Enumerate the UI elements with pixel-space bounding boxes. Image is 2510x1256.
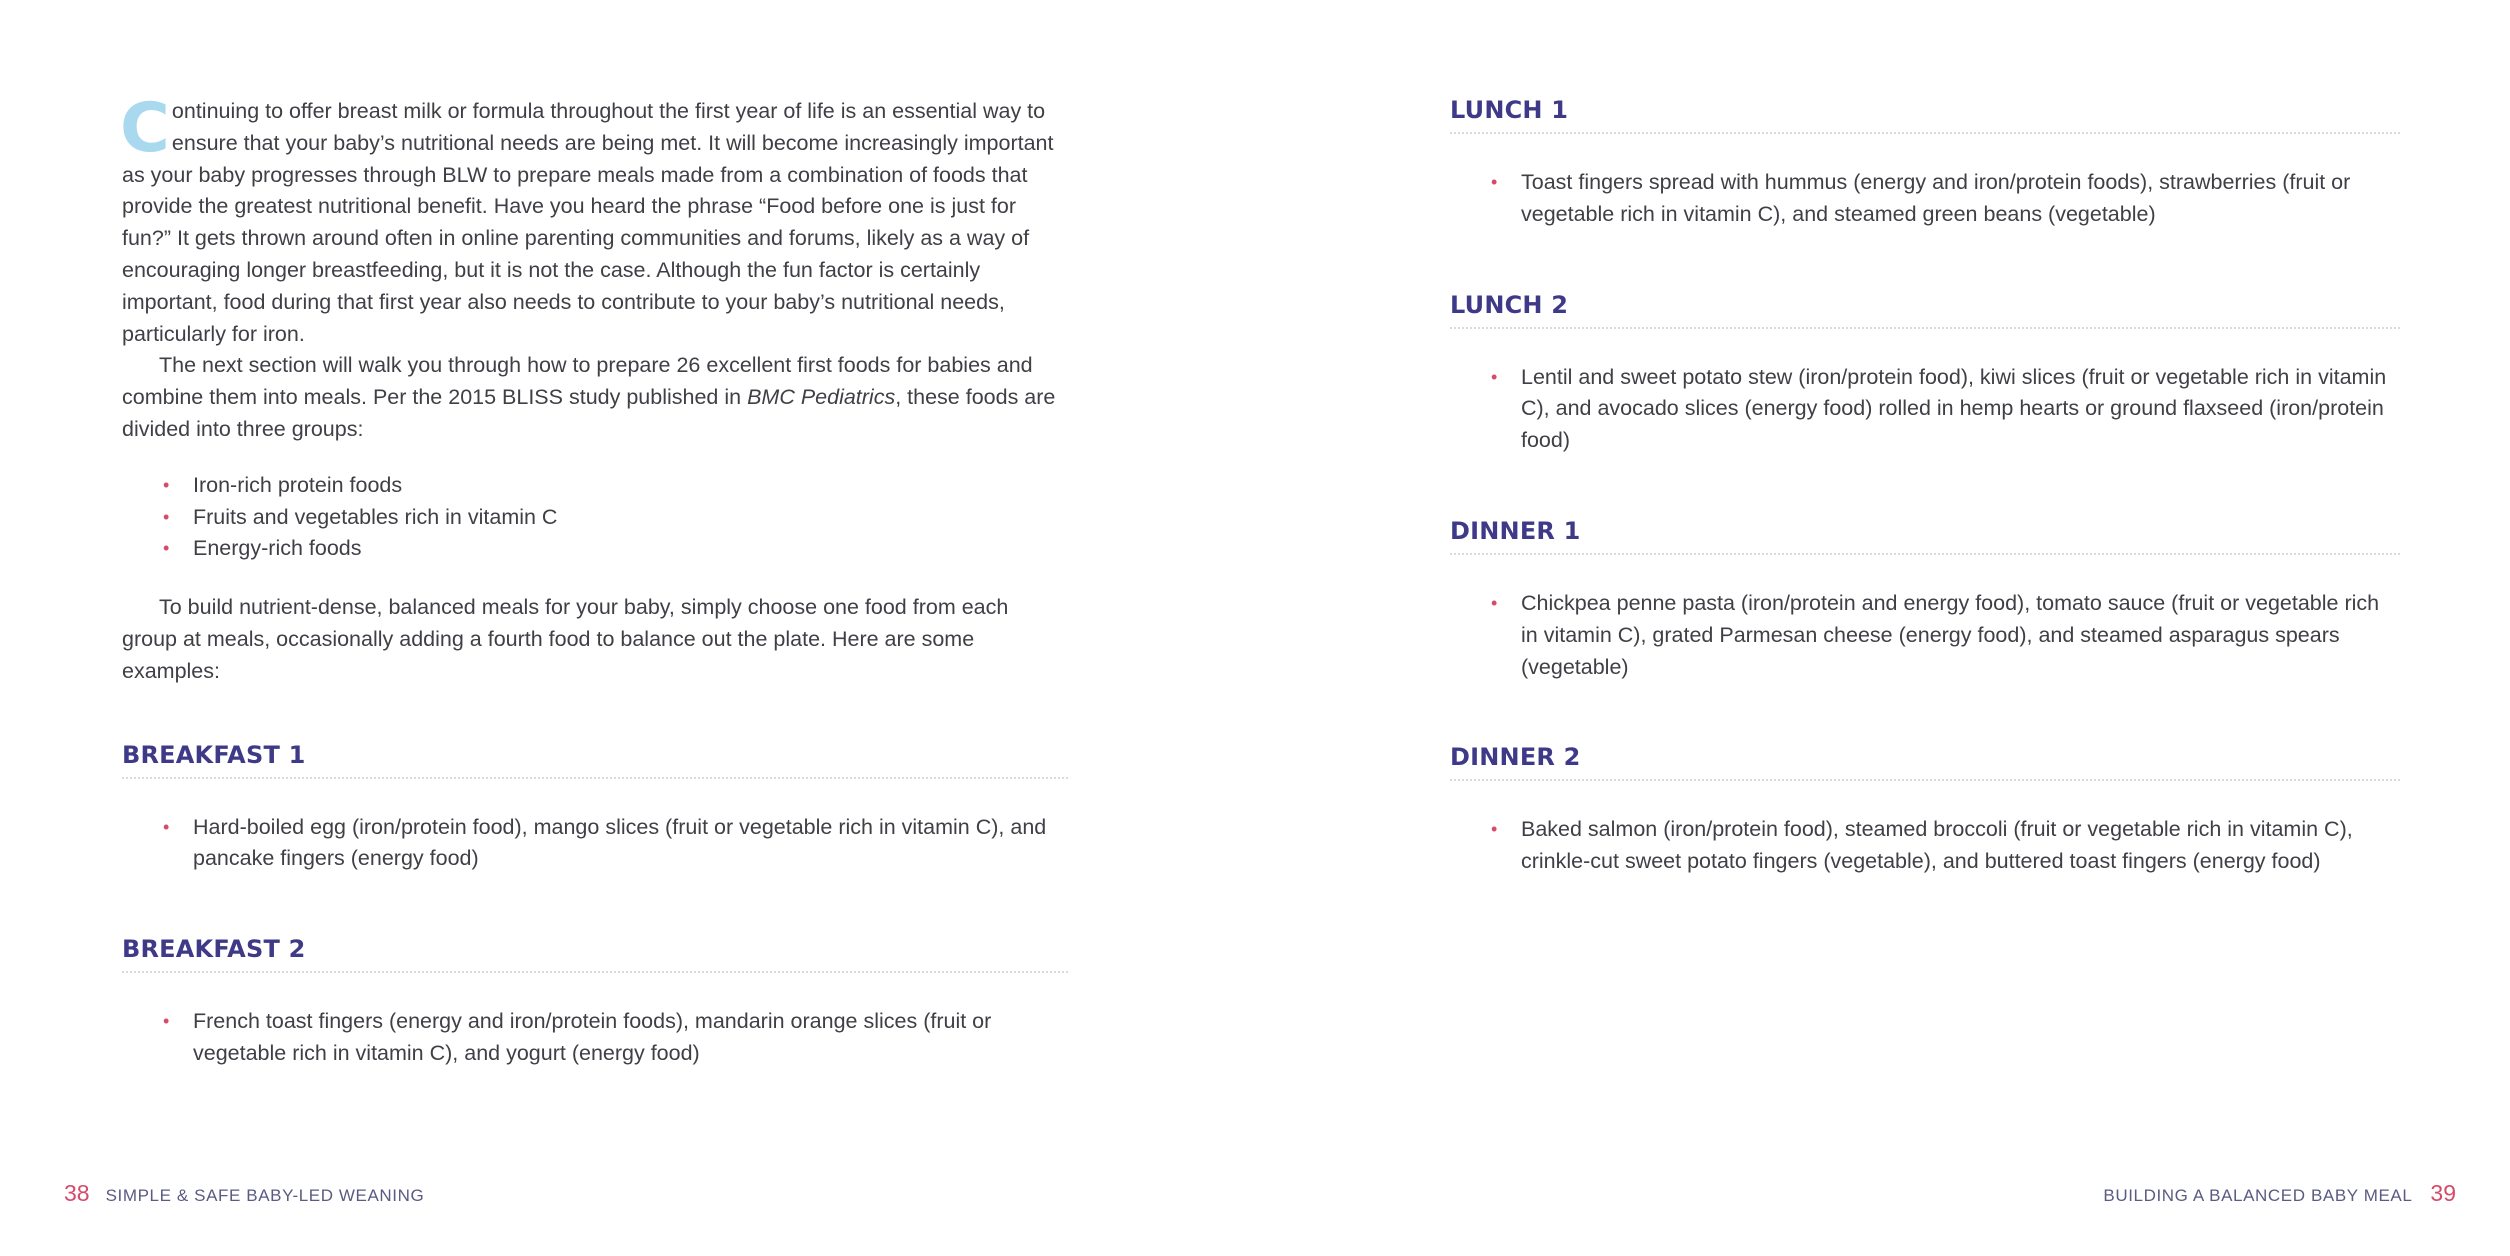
- meal-items-list: [1450, 814, 2400, 878]
- meal-item-text: Toast fingers spread with hummus (energy and iron/protein foods), strawberries (fruit or vegetable rich in vitamin C), and steamed green beans (vegetable): [1521, 170, 2351, 226]
- meal-heading: LUNCH 1: [1450, 96, 2400, 134]
- list-item: [122, 812, 1068, 876]
- meal-item-text: French toast fingers (energy and iron/protein foods), mandarin orange slices (fruit or vegetable rich in vitamin C), and yogurt (energy food): [193, 1009, 992, 1065]
- meal-item-text: Hard-boiled egg (iron/protein food), mango slices (fruit or vegetable rich in vitamin C), and pancake fingers (energy food): [193, 814, 1047, 871]
- food-group-text: Energy-rich foods: [193, 536, 362, 561]
- meal-section-lunch-2: [1450, 291, 2400, 457]
- list-item: [122, 502, 1068, 534]
- meal-section-dinner-1: [1450, 517, 2400, 683]
- meal-heading: DINNER 1: [1450, 517, 2400, 555]
- bullet-icon: •: [163, 474, 170, 495]
- intro-paragraph-2-text-before: The next section will walk you through how to prepare 26 excellent first foods for babies and combine them into meals. Per the 2015 BLISS study published in: [122, 353, 1033, 410]
- journal-title: BMC Pediatrics: [747, 385, 896, 410]
- build-meals-paragraph: To build nutrient-dense, balanced meals for your baby, simply choose one food from each group at meals, occasionally adding a fourth food to balance out the plate. Here are some examples:: [122, 595, 1009, 683]
- food-group-text: Iron-rich protein foods: [193, 472, 403, 497]
- list-item: [1450, 167, 2400, 231]
- left-page-text-column: [120, 89, 1068, 1070]
- bullet-icon: •: [163, 506, 170, 527]
- list-item: [122, 533, 1068, 565]
- meal-item-text: Chickpea penne pasta (iron/protein and energy food), tomato sauce (fruit or vegetable rich in vitamin C), grated Parmesan cheese (energy food), and steamed asparagus spears (vegetable): [1521, 590, 2380, 679]
- meal-heading: BREAKFAST 1: [122, 741, 1068, 779]
- intro-paragraph-2: [122, 350, 1068, 445]
- running-head: SIMPLE & SAFE BABY-LED WEANING: [105, 1186, 425, 1205]
- bullet-icon: •: [1491, 819, 1498, 840]
- intro-paragraph-1: [120, 89, 1068, 350]
- running-head: BUILDING A BALANCED BABY MEAL: [2103, 1186, 2413, 1205]
- meal-section-breakfast-1: [122, 741, 1068, 876]
- meal-heading: LUNCH 2: [1450, 291, 2400, 329]
- bullet-icon: •: [163, 1011, 170, 1032]
- drop-cap-letter: C: [120, 89, 170, 168]
- right-page-footer: [2103, 1180, 2456, 1207]
- list-item: [122, 470, 1068, 502]
- bullet-icon: •: [163, 538, 170, 559]
- page-number: 39: [2430, 1180, 2456, 1206]
- meal-heading: DINNER 2: [1450, 743, 2400, 781]
- list-item: [1450, 814, 2400, 878]
- intro-paragraph-2-text-after: , these foods are divided into three groups:: [122, 385, 1056, 441]
- meal-section-dinner-2: [1450, 743, 2400, 878]
- page-number: 38: [64, 1180, 90, 1206]
- food-group-text: Fruits and vegetables rich in vitamin C: [193, 504, 558, 529]
- list-item: [1450, 588, 2400, 683]
- meal-items-list: [122, 812, 1068, 876]
- bullet-icon: •: [1491, 592, 1498, 613]
- food-groups-list: [122, 470, 1068, 565]
- left-page-footer: [64, 1180, 424, 1207]
- intro-paragraph-1-text: ontinuing to offer breast milk or formula throughout the first year of life is an essential way to ensure that your baby’s nutritional needs are being met. It will become increasingly important as your baby progresses through BLW to prepare meals made from a combination of foods that provide the greatest nutritional benefit. Have you heard the phrase “Food before one is just for fun?” It gets thrown around often in online parenting communities and forums, likely as a way of encouraging longer breastfeeding, but it is not the case. Although the fun factor is certainly important, food during that first year also needs to contribute to your baby’s nutritional needs, particularly for iron.: [122, 99, 1054, 346]
- bullet-icon: •: [1491, 366, 1498, 387]
- meal-items-list: [1450, 362, 2400, 457]
- meal-item-text: Baked salmon (iron/protein food), steamed broccoli (fruit or vegetable rich in vitamin C), crinkle-cut sweet potato fingers (vegetable), and buttered toast fingers (energy food): [1521, 817, 2353, 874]
- bullet-icon: •: [163, 816, 170, 837]
- list-item: [122, 1006, 1068, 1070]
- meal-items-list: [122, 1006, 1068, 1070]
- bullet-icon: •: [1491, 172, 1498, 192]
- meal-items-list: [1450, 167, 2400, 231]
- meal-item-text: Lentil and sweet potato stew (iron/protein food), kiwi slices (fruit or vegetable rich in vitamin C), and avocado slices (energy food) rolled in hemp hearts or ground flaxseed (iron/protein food): [1521, 364, 2387, 453]
- list-item: [1450, 362, 2400, 457]
- meal-section-lunch-1: [1450, 96, 2400, 231]
- meal-section-breakfast-2: [122, 935, 1068, 1070]
- meal-items-list: [1450, 588, 2400, 683]
- right-page-text-column: [1450, 96, 2400, 878]
- meal-heading: BREAKFAST 2: [122, 935, 1068, 973]
